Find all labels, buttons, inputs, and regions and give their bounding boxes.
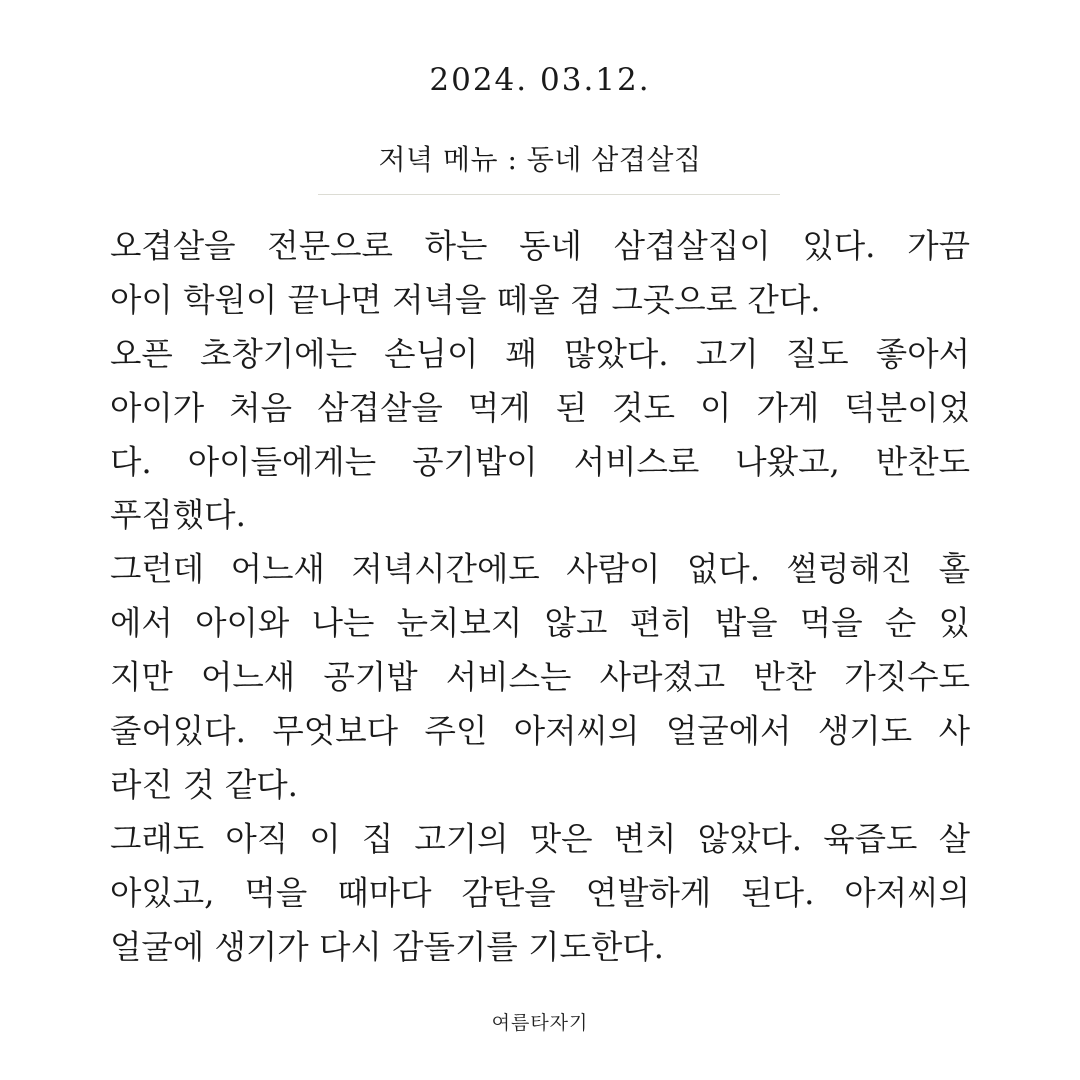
body-line: 푸짐했다. <box>110 496 246 535</box>
body-line: 아이 학원이 끝나면 저녁을 떼울 겸 그곳으로 간다. <box>110 280 821 319</box>
body-line: 그래도 아직 이 집 고기의 맛은 변치 않았다. 육즙도 살 <box>110 819 970 858</box>
entry-subtitle: 저녁 메뉴 : 동네 삼겹살집 <box>378 143 702 176</box>
body-line: 에서 아이와 나는 눈치보지 않고 편히 밥을 먹을 순 있 <box>110 604 970 643</box>
body-line: 줄어있다. 무엇보다 주인 아저씨의 얼굴에서 생기도 사 <box>110 712 970 751</box>
body-line: 다. 아이들에게는 공기밥이 서비스로 나왔고, 반찬도 <box>110 442 970 481</box>
title-divider <box>318 194 780 195</box>
body-line: 지만 어느새 공기밥 서비스는 사라졌고 반찬 가짓수도 <box>110 658 970 697</box>
body-line: 얼굴에 생기가 다시 감돌기를 기도한다. <box>110 927 664 966</box>
body-line: 아이가 처음 삼겹살을 먹게 된 것도 이 가게 덕분이었 <box>110 388 970 427</box>
author-signature: 여름타자기 <box>491 1012 589 1034</box>
body-line: 아있고, 먹을 때마다 감탄을 연발하게 된다. 아저씨의 <box>110 873 970 912</box>
body-line: 라진 것 같다. <box>110 765 298 804</box>
entry-body <box>110 220 970 974</box>
entry-date: 2024. 03.12. <box>429 62 651 98</box>
body-line: 오픈 초창기에는 손님이 꽤 많았다. 고기 질도 좋아서 <box>110 334 970 373</box>
body-line: 그런데 어느새 저녁시간에도 사람이 없다. 썰렁해진 홀 <box>110 550 970 589</box>
body-line: 오겹살을 전문으로 하는 동네 삼겹살집이 있다. 가끔 <box>110 227 970 265</box>
